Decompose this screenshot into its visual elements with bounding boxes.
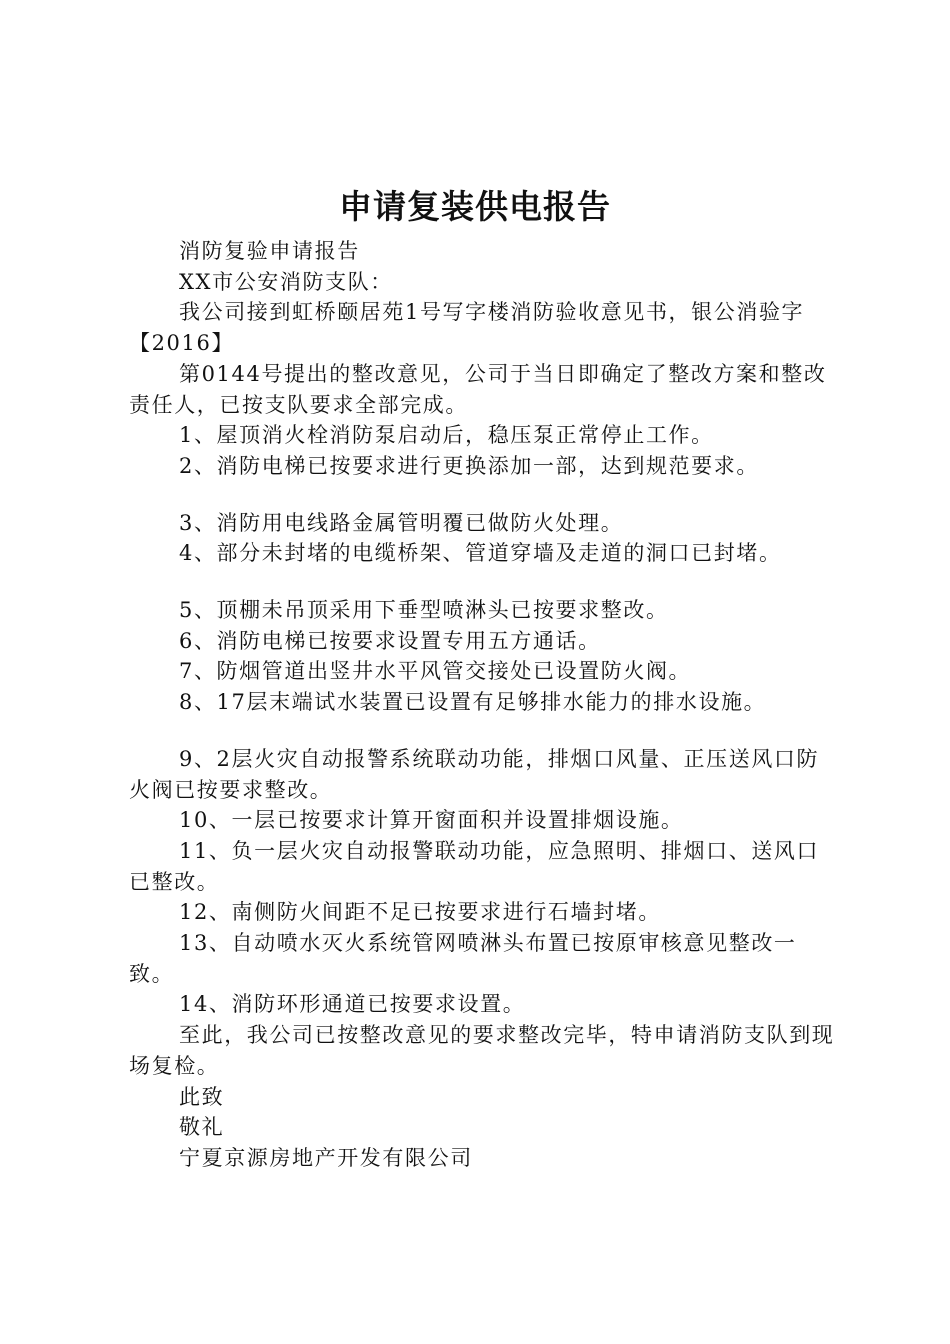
blank-line <box>129 569 839 595</box>
paragraph-intro-cont: 第0144号提出的整改意见，公司于当日即确定了整改方案和整改责任人，已按支队要求全部完成。 <box>129 361 827 417</box>
list-item-13: 13、自动喷水灭火系统管网喷淋头布置已按原审核意见整改一致。 <box>129 931 797 986</box>
document-body <box>129 236 839 1174</box>
blank-line <box>129 482 839 508</box>
list-item-8: 8、17层末端试水装置已设置有足够排水能力的排水设施。 <box>179 690 767 715</box>
list-item-14: 14、消防环形通道已按要求设置。 <box>179 992 526 1017</box>
document-title: 申请复装供电报告 <box>339 187 611 226</box>
closing-salutation: 此致 <box>179 1084 225 1109</box>
list-item-3: 3、消防用电线路金属管明覆已做防火处理。 <box>179 510 624 535</box>
paragraph-intro: 我公司接到虹桥颐居苑1号写字楼消防验收意见书，银公消验字【2016】 <box>129 300 805 356</box>
list-item-4: 4、部分未封堵的电缆桥架、管道穿墙及走道的洞口已封堵。 <box>179 541 782 566</box>
blank-line <box>129 718 839 744</box>
list-item-7: 7、防烟管道出竖井水平风管交接处已设置防火阀。 <box>179 659 692 684</box>
list-item-2: 2、消防电梯已按要求进行更换添加一部，达到规范要求。 <box>179 453 759 478</box>
closing-regards: 敬礼 <box>179 1115 225 1140</box>
paragraph-conclusion: 至此，我公司已按整改意见的要求整改完毕，特申请消防支队到现场复检。 <box>129 1023 835 1078</box>
list-item-9: 9、2层火灾自动报警系统联动功能，排烟口风量、正压送风口防火阀已按要求整改。 <box>129 746 820 802</box>
list-item-11: 11、负一层火灾自动报警联动功能，应急照明、排烟口、送风口已整改。 <box>129 838 820 894</box>
paragraph-recipient: XX市公安消防支队： <box>179 269 393 294</box>
list-item-1: 1、屋顶消火栓消防泵启动后，稳压泵正常停止工作。 <box>179 423 714 448</box>
list-item-10: 10、一层已按要求计算开窗面积并设置排烟设施。 <box>179 808 684 833</box>
list-item-6: 6、消防电梯已按要求设置专用五方通话。 <box>179 628 601 653</box>
signature-company: 宁夏京源房地产开发有限公司 <box>179 1145 473 1170</box>
list-item-12: 12、南侧防火间距不足已按要求进行石墙封堵。 <box>179 900 661 925</box>
paragraph-heading: 消防复验申请报告 <box>179 239 360 263</box>
list-item-5: 5、顶棚未吊顶采用下垂型喷淋头已按要求整改。 <box>179 598 669 623</box>
